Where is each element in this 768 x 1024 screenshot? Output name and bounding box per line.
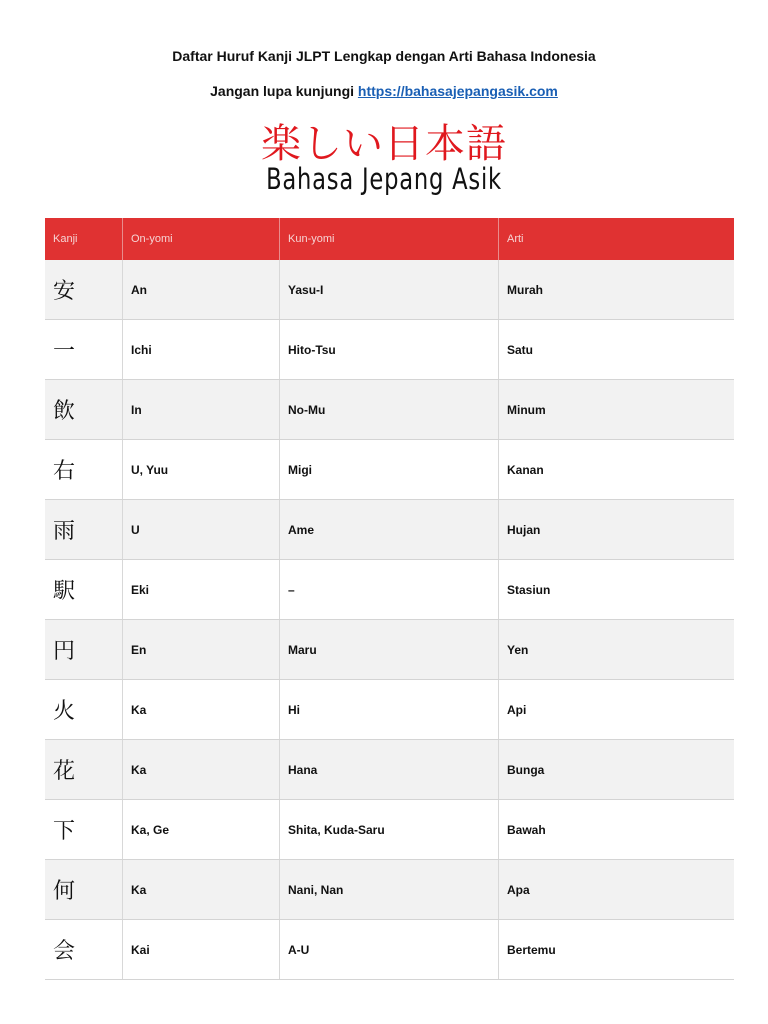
on-yomi-cell: U <box>123 500 280 560</box>
table-row <box>45 560 734 620</box>
arti-cell: Satu <box>499 320 735 380</box>
kun-yomi-cell: Ame <box>280 500 499 560</box>
arti-cell: Minum <box>499 380 735 440</box>
table-row <box>45 800 734 860</box>
table-row <box>45 500 734 560</box>
table-row <box>45 860 734 920</box>
kanji-cell: 安 <box>45 260 123 320</box>
kanji-cell: 雨 <box>45 500 123 560</box>
kun-yomi-cell: Migi <box>280 440 499 500</box>
arti-cell: Stasiun <box>499 560 735 620</box>
on-yomi-cell: In <box>123 380 280 440</box>
kanji-table <box>45 218 734 980</box>
kun-yomi-cell: Hito-Tsu <box>280 320 499 380</box>
on-yomi-cell: Ichi <box>123 320 280 380</box>
kun-yomi-cell: Hana <box>280 740 499 800</box>
header-on-yomi: On-yomi <box>123 218 280 260</box>
header-kanji: Kanji <box>45 218 123 260</box>
table-row <box>45 440 734 500</box>
on-yomi-cell: Ka, Ge <box>123 800 280 860</box>
on-yomi-cell: U, Yuu <box>123 440 280 500</box>
table-header-row <box>45 218 734 260</box>
table-row <box>45 740 734 800</box>
logo-english-text: Bahasa Jepang Asik <box>266 162 502 196</box>
kanji-cell: 円 <box>45 620 123 680</box>
on-yomi-cell: Ka <box>123 860 280 920</box>
on-yomi-cell: An <box>123 260 280 320</box>
table-row <box>45 680 734 740</box>
header-arti: Arti <box>499 218 735 260</box>
on-yomi-cell: Ka <box>123 740 280 800</box>
on-yomi-cell: Eki <box>123 560 280 620</box>
arti-cell: Apa <box>499 860 735 920</box>
on-yomi-cell: En <box>123 620 280 680</box>
kun-yomi-cell: Nani, Nan <box>280 860 499 920</box>
arti-cell: Kanan <box>499 440 735 500</box>
kun-yomi-cell: A-U <box>280 920 499 980</box>
kanji-cell: 駅 <box>45 560 123 620</box>
visit-line <box>0 83 768 99</box>
table-row <box>45 380 734 440</box>
kun-yomi-cell: Maru <box>280 620 499 680</box>
kanji-cell: 下 <box>45 800 123 860</box>
table-row <box>45 320 734 380</box>
kanji-cell: 会 <box>45 920 123 980</box>
arti-cell: Bawah <box>499 800 735 860</box>
arti-cell: Yen <box>499 620 735 680</box>
website-link[interactable]: https://bahasajepangasik.com <box>357 83 558 99</box>
arti-cell: Murah <box>499 260 735 320</box>
kanji-cell: 火 <box>45 680 123 740</box>
kun-yomi-cell: Hi <box>280 680 499 740</box>
kun-yomi-cell: Shita, Kuda-Saru <box>280 800 499 860</box>
on-yomi-cell: Ka <box>123 680 280 740</box>
kanji-cell: 花 <box>45 740 123 800</box>
kanji-cell: 一 <box>45 320 123 380</box>
kanji-cell: 飲 <box>45 380 123 440</box>
arti-cell: Hujan <box>499 500 735 560</box>
logo-japanese-text: 楽しい日本語 <box>261 121 507 167</box>
table-row <box>45 620 734 680</box>
arti-cell: Bertemu <box>499 920 735 980</box>
arti-cell: Bunga <box>499 740 735 800</box>
kanji-cell: 右 <box>45 440 123 500</box>
arti-cell: Api <box>499 680 735 740</box>
on-yomi-cell: Kai <box>123 920 280 980</box>
kanji-cell: 何 <box>45 860 123 920</box>
kun-yomi-cell: No-Mu <box>280 380 499 440</box>
kun-yomi-cell: – <box>280 560 499 620</box>
table-row <box>45 260 734 320</box>
header-kun-yomi: Kun-yomi <box>280 218 499 260</box>
visit-text: Jangan lupa kunjungi <box>210 83 358 99</box>
document-title: Daftar Huruf Kanji JLPT Lengkap dengan Arti Bahasa Indonesia <box>172 48 596 64</box>
table-row <box>45 920 734 980</box>
kun-yomi-cell: Yasu-I <box>280 260 499 320</box>
